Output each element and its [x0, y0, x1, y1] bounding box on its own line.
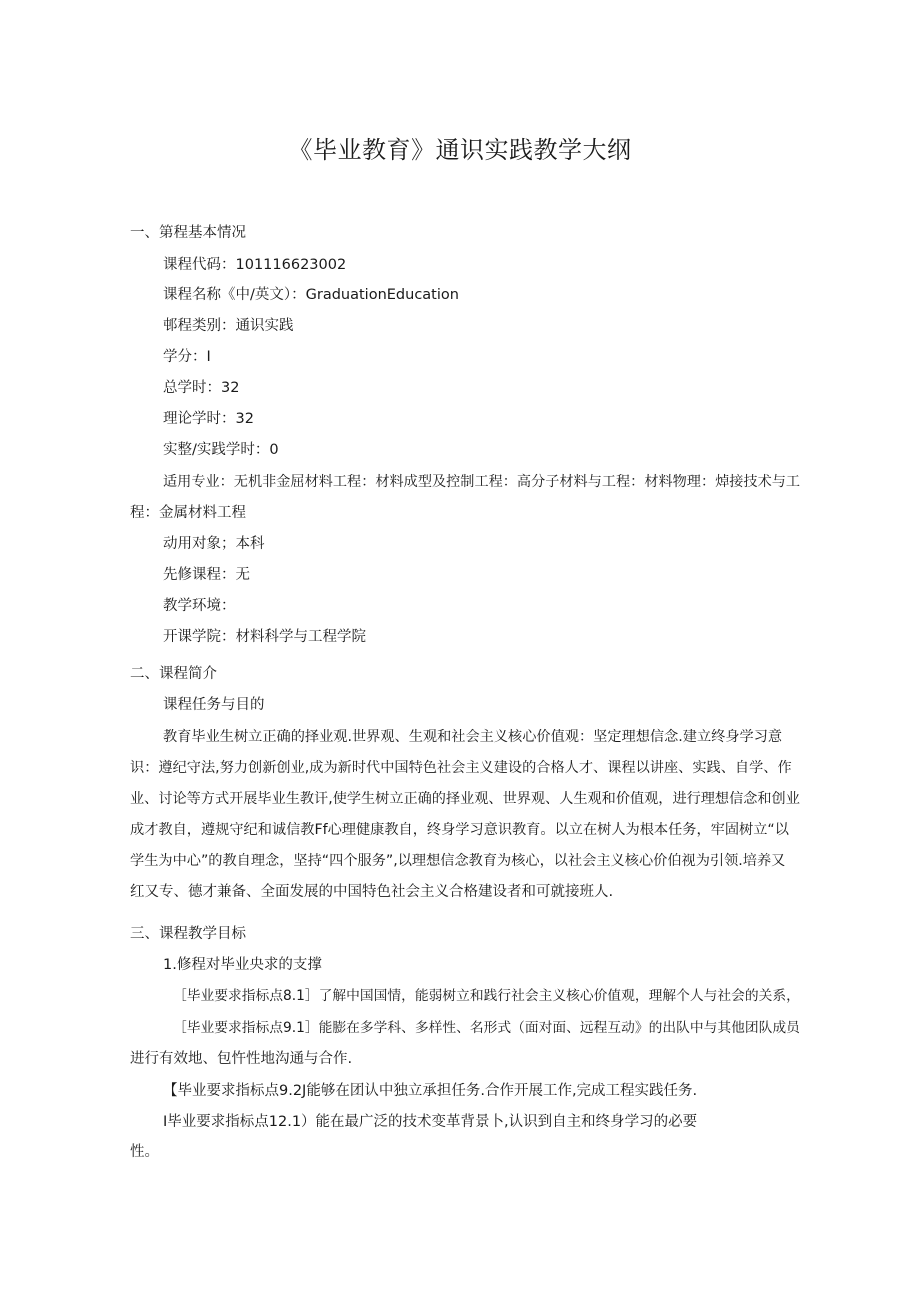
section3-heading: 三、课程教学目标	[130, 926, 246, 942]
requirement-12-1-line1: I毕业要求指标点12.1）能在最广泛的技术变革背景卜,认识到自主和终身学习的必要	[163, 1114, 698, 1130]
requirement-9-1-line1: ［毕业要求指标点9.1］能膨在多学科、多样性、名形式（面对面、远程互动》的出队中与其他团队成员	[173, 1020, 800, 1036]
course-code: 课程代码：101116623002	[163, 257, 347, 273]
intro-paragraph-line: 成才教自，遵规守纪和诚信教Ff心理健康教自，终身学习意识教育。以立在树人为根本任务，牢固树立“以	[130, 822, 789, 838]
section2-subheading: 课程任务与目的	[163, 697, 265, 713]
applicable-majors-line1: 适用专业：无机非金屈材料工程：材料成型及控制工程：高分子材料与工程：材料物理：焯接技术与工	[163, 474, 801, 490]
section2-heading: 二、课程简介	[130, 666, 217, 682]
intro-paragraph-line: 识：遵纪守法,努力创新创业,成为新时代中国特色社会主义建设的合格人才、课程以讲座、实践、自学、作	[130, 760, 792, 776]
requirement-12-1-line2: 性。	[130, 1144, 159, 1160]
prerequisite-course: 先修课程：无	[163, 567, 250, 583]
requirement-8-1: ［毕业要求指标点8.1］了解中国国情，能弱树立和践行社会主义核心价值观，理解个人与社会的关系，	[173, 988, 800, 1004]
total-hours: 总学时：32	[163, 380, 240, 396]
requirement-9-2: 【毕业要求指标点9.2J能够在团认中独立承担任务.合作开展工作,完成工程实践任务.	[163, 1083, 698, 1099]
section1-heading: 一、第程基本情况	[130, 225, 246, 241]
requirement-9-1-line2: 进行有效地、包忤性地沟通与合作.	[130, 1051, 353, 1067]
intro-paragraph-line: 红又专、德才兼备、全面发展的中国特色社会主义合格建设者和可就接班人.	[130, 884, 614, 900]
intro-paragraph-line: 学生为中心”的教自理念，坚持“四个服务”,以理想信念教育为核心，以社会主义核心价伯视为引领.培养又	[130, 853, 786, 869]
course-name: 课程名称《中/英文）：GraduationEducation	[163, 287, 459, 303]
applicable-majors-line2: 程：金属材料工程	[130, 505, 246, 521]
intro-paragraph-line: 业、讨论等方式开展毕业生教讦,使学生树立正确的择业观、世界观、人生观和价值观，进行理想信念和创业	[130, 791, 800, 807]
target-audience: 动用对象；本科	[163, 536, 265, 552]
intro-paragraph-line: 教育毕业生树立正确的择业观.世界观、生观和社会主义核心价值观：坚定理想信念.建立终身学习意	[163, 729, 783, 745]
section3-subheading: 1.修程对毕业央求的支撑	[163, 957, 322, 973]
document-title: 《毕业教育》通识实践教学大纲	[288, 136, 632, 164]
theory-hours: 理论学时：32	[163, 411, 254, 427]
practice-hours: 实整/实践学时：0	[163, 442, 279, 458]
teaching-environment: 教学环境：	[163, 598, 236, 614]
course-category: 邨程类别：通识实践	[163, 318, 294, 334]
course-credits: 学分：I	[163, 349, 211, 365]
offering-college: 开课学院：材料科学与工程学院	[163, 629, 366, 645]
